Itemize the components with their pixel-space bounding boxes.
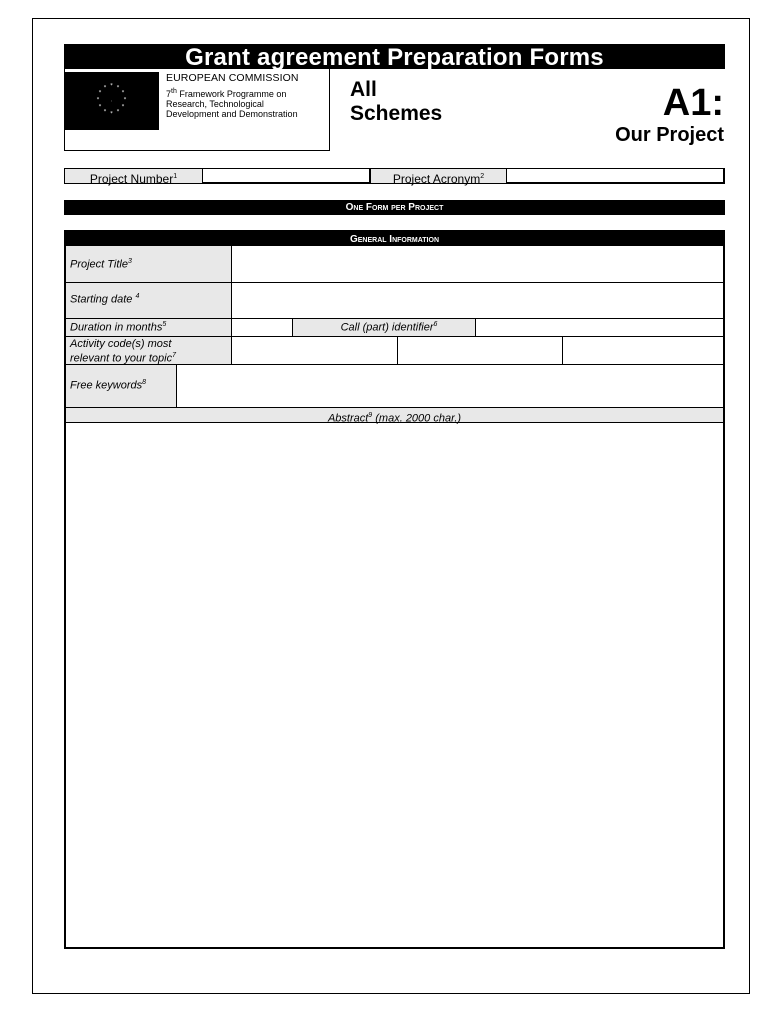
- starting-date-field[interactable]: [232, 283, 723, 318]
- schemes-label: [350, 78, 490, 126]
- svg-text:*: *: [96, 97, 100, 103]
- programme-line1-sup: th: [171, 88, 177, 95]
- keywords-row: [66, 365, 723, 408]
- activity-code-label: [66, 337, 232, 364]
- programme-line2: Research, Technological: [166, 99, 264, 109]
- activity-code-field-2[interactable]: [397, 337, 563, 364]
- svg-text:*: *: [123, 97, 127, 103]
- project-title-field[interactable]: [232, 246, 723, 282]
- svg-text:*: *: [103, 85, 107, 91]
- svg-text:*: *: [98, 104, 102, 110]
- svg-text:*: *: [116, 109, 120, 115]
- programme-line1-pre: 7: [166, 89, 172, 99]
- form-name: Our Project: [615, 124, 724, 146]
- activity-code-field-3[interactable]: [562, 337, 723, 364]
- programme-line1-post: Framework Programme on: [176, 89, 287, 99]
- activity-label-line1: Activity code(s) most: [70, 338, 172, 350]
- project-number-field[interactable]: [203, 169, 370, 183]
- duration-field[interactable]: [232, 319, 293, 336]
- project-number-label: Project Number$^1$: [65, 169, 203, 183]
- abstract-field[interactable]: [66, 423, 723, 947]
- general-information-heading: General Information: [66, 232, 723, 246]
- duration-label: Duration in months$^5$: [66, 319, 232, 336]
- schemes-line2: Schemes: [350, 102, 443, 125]
- abstract-label: Abstract$^9$ (max. 2000 char.): [66, 408, 723, 423]
- svg-text:*: *: [121, 104, 125, 110]
- call-identifier-field[interactable]: [476, 319, 723, 336]
- project-acronym-field[interactable]: [507, 169, 517, 183]
- svg-text:*: *: [110, 111, 113, 117]
- programme-line3: Development and Demonstration: [166, 109, 298, 119]
- call-identifier-label: Call (part) identifier$^6$: [293, 319, 476, 336]
- activity-code-row: [66, 337, 723, 365]
- project-title-label: Project Title$^3$: [66, 246, 232, 282]
- form-code: A1:: [662, 82, 724, 124]
- activity-code-field-1[interactable]: [232, 337, 398, 364]
- general-information-section: [64, 230, 725, 949]
- svg-text:*: *: [103, 109, 107, 115]
- eu-flag-icon: [64, 72, 159, 130]
- keywords-label: Free keywords$^8$: [66, 365, 177, 407]
- svg-text:*: *: [98, 90, 102, 96]
- svg-text:*: *: [121, 90, 125, 96]
- svg-text:*: *: [116, 85, 120, 91]
- activity-label-line2: relevant to your topic$^7$: [70, 352, 177, 365]
- project-acronym-label: Project Acronym$^2$: [370, 169, 507, 183]
- svg-text:*: *: [110, 83, 113, 89]
- duration-row: [66, 319, 723, 337]
- project-id-row: [64, 168, 725, 184]
- programme-text: [166, 87, 299, 119]
- form-title: Grant agreement Preparation Forms: [64, 44, 725, 69]
- one-form-banner: One Form per Project: [64, 200, 725, 215]
- starting-date-label: Starting date $^4$: [66, 283, 232, 318]
- keywords-field[interactable]: [177, 365, 723, 407]
- project-title-row: [66, 246, 723, 283]
- ec-text-block: [166, 73, 299, 119]
- ec-title: EUROPEAN COMMISSION: [166, 72, 299, 84]
- schemes-line1: All: [350, 78, 377, 101]
- starting-date-row: [66, 283, 723, 319]
